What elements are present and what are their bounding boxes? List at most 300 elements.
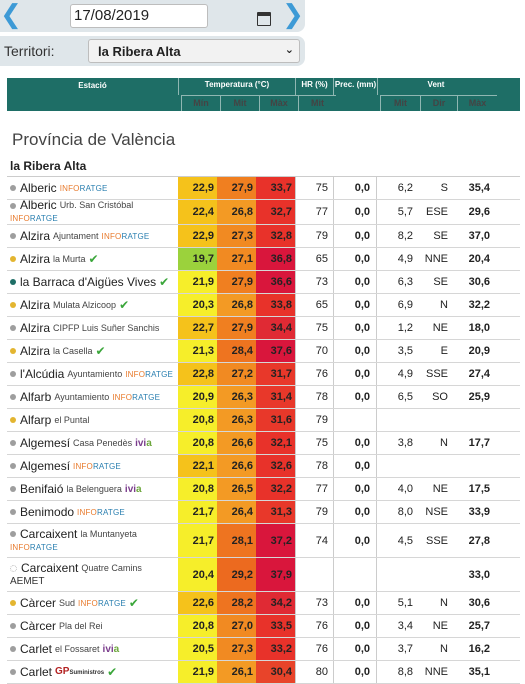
station-row[interactable] [7,638,520,661]
temp-mit-cell: 27,0 [217,615,256,637]
ivia-logo: ivia [124,483,142,495]
station-name[interactable]: Carcaixent [21,560,79,575]
wind-gust-cell: 20,9 [468,345,490,357]
wind-gust-cell: 35,1 [468,666,490,678]
station-cell [7,524,178,557]
station-name[interactable]: Carlet [20,641,53,656]
humidity-cell: 78 [295,386,333,408]
temp-max-cell: 31,4 [256,386,295,408]
station-row[interactable] [7,409,520,432]
station-cell [7,638,178,660]
table-header [7,78,520,111]
temp-mit-cell: 26,8 [217,200,256,224]
temp-max-cell: 31,6 [256,409,295,431]
wind-speed-cell [377,409,417,431]
inforatge-logo: INFORATGE [10,542,58,552]
checkmark-icon: ✔ [88,251,99,266]
temp-max-cell: 32,8 [256,225,295,247]
station-row[interactable] [7,271,520,294]
status-dot-icon [10,302,16,308]
station-name[interactable]: Alzira [20,228,51,243]
station-location: el Puntal [54,414,90,425]
station-cell [7,271,178,293]
date-input[interactable] [70,4,208,28]
temp-min-cell: 20,8 [178,478,217,500]
wind-speed-cell: 8,8 [397,666,413,678]
temp-min-cell: 20,8 [178,432,217,454]
temp-mit-cell: 28,4 [217,340,256,362]
checkmark-icon: ✔ [107,664,118,679]
station-location: la Murta [53,253,86,264]
temp-max-cell: 32,2 [256,478,295,500]
station-name[interactable]: Càrcer [20,618,57,633]
temp-max-cell: 30,4 [256,661,295,683]
station-cell [7,432,178,454]
temp-max-cell: 33,5 [256,615,295,637]
wind-gust-cell: 17,7 [468,437,490,449]
humidity-cell: 65 [295,294,333,316]
station-location: el Fossaret [55,643,100,654]
aemet-source: AEMET [10,575,45,587]
station-cell [7,294,178,316]
wind-direction-cell: NSE [425,506,448,518]
station-name[interactable]: Càrcer [20,595,57,610]
wind-speed-cell: 6,5 [397,391,413,403]
temp-mit-cell: 28,1 [217,524,256,557]
status-dot-icon [10,565,17,572]
temp-min-cell: 19,7 [178,248,217,270]
inforatge-logo: INFORATGE [77,507,125,517]
humidity-cell: 79 [295,409,333,431]
status-dot-icon [10,394,16,400]
station-row[interactable] [7,558,520,592]
wind-direction-cell: SSE [425,534,448,547]
wind-direction-cell: NE [432,322,448,334]
wind-gust-cell: 25,9 [468,391,490,403]
precipitation-cell: 0,0 [333,340,377,362]
station-cell [7,592,178,614]
temp-mit-cell: 26,3 [217,409,256,431]
station-location: Sud [59,597,76,608]
wind-speed-cell: 3,7 [397,643,413,655]
temp-min-cell: 21,9 [178,271,217,293]
wind-direction-cell: NE [432,483,448,495]
station-row[interactable] [7,225,520,248]
temp-mit-cell: 27,9 [217,177,256,199]
date-navigator [0,0,305,32]
inforatge-logo: INFORATGE [101,231,150,241]
station-row[interactable] [7,317,520,340]
status-dot-icon [10,623,16,629]
temp-max-cell: 34,4 [256,317,295,339]
wind-speed-cell [377,455,417,477]
temp-max-cell: 33,8 [256,294,295,316]
temp-min-cell: 21,3 [178,340,217,362]
station-location: Ayuntamiento [67,368,123,379]
humidity-cell: 70 [295,340,333,362]
humidity-cell: 75 [295,177,333,199]
status-dot-icon [10,203,16,209]
inforatge-logo: INFORATGE [10,214,58,223]
precipitation-cell: 0,0 [333,200,377,224]
chevron-right-icon[interactable]: ❯ [282,0,304,30]
station-name[interactable]: Alzira [20,320,51,335]
province-title: Província de València [12,130,176,149]
station-location: Pla del Rei [59,620,103,631]
wind-gust-cell: 27,4 [468,368,490,380]
precipitation-cell: 0,0 [333,592,377,614]
station-row[interactable] [7,455,520,478]
precipitation-cell: 0,0 [333,524,377,557]
temp-max-cell: 36,8 [256,248,295,270]
wind-gust-cell: 27,8 [468,534,490,547]
station-location: CIPFP Luis Suñer Sanchis [53,322,160,333]
temp-mit-cell: 27,3 [217,638,256,660]
station-cell [7,317,178,339]
checkmark-icon: ✔ [159,274,170,289]
station-location: la Muntanyeta [80,528,137,539]
wind-gust-cell: 18,0 [468,322,490,334]
wind-direction-cell [417,558,454,591]
station-row[interactable] [7,478,520,501]
status-dot-icon [10,185,16,191]
precipitation-cell: 0,0 [333,661,377,683]
precipitation-cell [333,409,377,431]
station-row[interactable] [7,340,520,363]
station-cell [7,386,178,408]
temp-mit-cell: 27,9 [217,271,256,293]
station-name[interactable]: Benimodo [20,504,75,519]
temp-min-cell: 22,8 [178,363,217,385]
wind-gust-cell: 33,0 [468,568,490,581]
station-location: la Belenguera [66,483,122,494]
temp-mit-cell: 27,3 [217,225,256,247]
station-cell [7,340,178,362]
status-dot-icon [10,531,16,537]
header-estacio[interactable]: Estació [78,81,107,90]
inforatge-logo: INFORATGE [78,598,126,608]
station-row[interactable] [7,501,520,524]
wind-direction-cell: ESE [425,206,448,218]
temp-mit-cell: 26,4 [217,501,256,523]
status-dot-icon [10,440,16,446]
wind-speed-cell: 1,2 [397,322,413,334]
station-location: Casa Penedès [73,437,133,448]
station-row[interactable] [7,177,520,200]
temp-mit-cell: 29,2 [217,558,256,591]
temp-min-cell: 22,6 [178,592,217,614]
wind-gust-cell: 29,6 [468,206,490,218]
temp-min-cell: 21,7 [178,524,217,557]
humidity-cell: 80 [295,661,333,683]
station-row[interactable] [7,386,520,409]
humidity-cell: 76 [295,363,333,385]
station-location: Quatre Camins [81,562,142,573]
wind-direction-cell: NNE [424,253,448,265]
humidity-cell: 75 [295,317,333,339]
temp-min-cell: 20,9 [178,386,217,408]
wind-speed-cell [377,558,417,591]
station-cell [7,225,178,247]
humidity-cell: 65 [295,248,333,270]
station-location: la Casella [53,345,93,356]
wind-direction-cell: E [440,345,448,357]
temp-min-cell: 22,1 [178,455,217,477]
station-name[interactable]: Alberic [20,180,57,195]
wind-speed-cell: 6,3 [397,276,413,288]
humidity-cell: 79 [295,501,333,523]
station-cell [7,661,178,683]
temp-mit-cell: 27,9 [217,317,256,339]
checkmark-icon: ✔ [128,595,139,610]
wind-gust-cell: 35,4 [468,182,490,194]
station-row[interactable] [7,248,520,271]
inforatge-logo: INFORATGE [59,183,108,193]
humidity-cell: 73 [295,271,333,293]
wind-gust-cell: 20,4 [468,253,490,265]
temp-min-cell: 22,9 [178,225,217,247]
header-vent: Vent [377,78,494,95]
wind-speed-cell: 4,9 [397,253,413,265]
chevron-down-icon: ⌄ [284,43,294,56]
temp-max-cell: 32,7 [256,200,295,224]
status-dot-icon [10,348,16,354]
station-location: Mulata Alzicoop [53,299,117,310]
header-prec[interactable]: Prec. (mm) [333,78,377,95]
precipitation-cell: 0,0 [333,363,377,385]
territory-filter [0,36,305,66]
temp-max-cell: 33,7 [256,177,295,199]
header-vent-mit[interactable]: Mit [380,95,420,111]
wind-speed-cell: 4,5 [397,534,413,547]
status-dot-icon [10,233,16,239]
temp-max-cell: 33,2 [256,638,295,660]
wind-direction-cell: NNE [424,666,448,678]
temp-mit-cell: 28,2 [217,592,256,614]
temp-max-cell: 37,2 [256,524,295,557]
humidity-cell: 78 [295,455,333,477]
temp-mit-cell: 26,6 [217,432,256,454]
wind-speed-cell: 6,2 [397,182,413,194]
temp-min-cell: 22,9 [178,177,217,199]
humidity-cell: 73 [295,592,333,614]
temp-mit-cell: 26,1 [217,661,256,683]
inforatge-logo: INFORATGE [112,392,161,402]
status-dot-icon [10,463,16,469]
station-location: Urb. San Cristóbal [59,200,134,210]
ivia-logo: ivia [102,643,120,655]
station-name[interactable]: Algemesí [20,458,71,473]
humidity-cell: 75 [295,432,333,454]
station-name[interactable]: l'Alcúdia [20,366,65,381]
temp-max-cell: 34,2 [256,592,295,614]
station-cell [7,558,178,591]
header-temp-max[interactable]: Màx [259,95,298,111]
wind-gust-cell: 32,2 [468,299,490,311]
station-row[interactable] [7,615,520,638]
ivia-logo: ivia [135,437,152,449]
station-name[interactable]: Alberic [20,198,57,212]
precipitation-cell: 0,0 [333,501,377,523]
temp-min-cell: 21,7 [178,501,217,523]
precipitation-cell: 0,0 [333,615,377,637]
station-cell [7,248,178,270]
territory-label: Territori: [4,43,55,59]
calendar-icon[interactable] [257,12,271,26]
wind-speed-cell: 8,2 [397,230,413,242]
temp-mit-cell: 26,6 [217,455,256,477]
humidity-cell: 77 [295,200,333,224]
wind-gust-cell: 33,9 [468,506,490,518]
humidity-cell: 79 [295,225,333,247]
temp-min-cell: 22,7 [178,317,217,339]
station-cell [7,615,178,637]
status-dot-icon [10,371,16,377]
status-dot-icon [10,486,16,492]
wind-speed-cell: 8,0 [397,506,413,518]
precipitation-cell [333,558,377,591]
header-temp-mit[interactable]: Mit [220,95,259,111]
wind-direction-cell: SSE [425,368,448,380]
wind-direction-cell: N [440,643,448,655]
temp-min-cell: 22,4 [178,200,217,224]
temp-min-cell: 20,4 [178,558,217,591]
precipitation-cell: 0,0 [333,225,377,247]
wind-direction-cell: N [440,437,448,449]
wind-gust-cell: 30,6 [468,276,490,288]
temp-mit-cell: 27,2 [217,363,256,385]
date-value: 17/08/2019 [74,7,150,24]
humidity-cell: 77 [295,478,333,500]
wind-speed-cell: 5,7 [397,206,413,218]
temp-min-cell: 20,8 [178,615,217,637]
station-name[interactable]: Alzira [20,251,51,266]
header-vent-max[interactable]: Màx [457,95,497,111]
wind-direction-cell: SE [433,276,448,288]
wind-gust-cell [454,409,494,431]
stations-table [7,176,520,684]
humidity-cell: 74 [295,524,333,557]
temp-min-cell: 21,9 [178,661,217,683]
wind-gust-cell: 37,0 [468,230,490,242]
station-cell [7,501,178,523]
wind-direction-cell: SO [432,391,448,403]
header-temp-min[interactable]: Mín [181,95,220,111]
temp-max-cell: 32,1 [256,432,295,454]
status-dot-icon [10,509,16,515]
checkmark-icon: ✔ [95,343,106,358]
region-title: la Ribera Alta [10,159,87,173]
temp-min-cell: 20,5 [178,638,217,660]
precipitation-cell: 0,0 [333,317,377,339]
temp-mit-cell: 26,5 [217,478,256,500]
station-name[interactable]: la Barraca d'Aigües Vives [20,274,157,289]
temp-max-cell: 36,6 [256,271,295,293]
wind-direction-cell: S [440,182,448,194]
station-row[interactable] [7,363,520,386]
wind-direction-cell: N [440,597,448,609]
temp-mit-cell: 27,1 [217,248,256,270]
wind-direction-cell: SE [433,230,448,242]
wind-direction-cell [417,409,454,431]
station-row[interactable] [7,592,520,615]
precipitation-cell: 0,0 [333,432,377,454]
header-temperatura: Temperatura (°C) [178,78,295,95]
station-cell [7,200,178,224]
station-row[interactable] [7,294,520,317]
station-row[interactable] [7,661,520,684]
station-row[interactable] [7,432,520,455]
checkmark-icon: ✔ [119,297,130,312]
temp-max-cell: 32,6 [256,455,295,477]
temp-min-cell: 20,8 [178,409,217,431]
station-name[interactable]: Alzira [20,343,51,358]
header-hr-mit[interactable]: Mit [298,95,336,111]
station-name[interactable]: Benifaió [20,481,64,496]
chevron-left-icon[interactable]: ❮ [0,0,22,30]
precipitation-cell: 0,0 [333,455,377,477]
station-name[interactable]: Carcaixent [20,526,78,541]
temp-max-cell: 31,7 [256,363,295,385]
wind-gust-cell: 25,7 [468,620,490,632]
precipitation-cell: 0,0 [333,271,377,293]
station-location: Ajuntament [53,230,99,241]
wind-gust-cell: 30,6 [468,597,490,609]
precipitation-cell: 0,0 [333,478,377,500]
precipitation-cell: 0,0 [333,177,377,199]
station-row[interactable] [7,524,520,558]
wind-direction-cell: NE [432,620,448,632]
status-dot-icon [10,325,16,331]
status-dot-icon [10,669,16,675]
temp-max-cell: 37,6 [256,340,295,362]
header-vent-dir[interactable]: Dir [420,95,457,111]
station-name[interactable]: Alfarp [20,412,52,427]
status-dot-icon [10,600,16,606]
gp-suministros-logo: GPSuministros [55,665,105,677]
station-name[interactable]: Algemesí [20,435,71,450]
status-dot-icon [10,646,16,652]
wind-speed-cell: 6,9 [397,299,413,311]
status-dot-icon [10,279,16,285]
inforatge-logo: INFORATGE [125,369,174,379]
header-hr: HR (%) [295,78,333,95]
station-name[interactable]: Carlet [20,664,53,679]
station-cell [7,409,178,431]
territory-select[interactable] [88,39,300,63]
wind-speed-cell: 4,0 [397,483,413,495]
wind-speed-cell: 3,8 [397,437,413,449]
precipitation-cell: 0,0 [333,386,377,408]
humidity-cell: 76 [295,638,333,660]
territory-selected-value: la Ribera Alta [98,44,181,59]
station-cell [7,363,178,385]
station-name[interactable]: Alfarb [20,389,52,404]
station-name[interactable]: Alzira [20,297,51,312]
status-dot-icon [10,256,16,262]
temp-max-cell: 31,3 [256,501,295,523]
wind-direction-cell: N [440,299,448,311]
wind-speed-cell: 3,4 [397,620,413,632]
station-cell [7,478,178,500]
wind-speed-cell: 4,9 [397,368,413,380]
precipitation-cell: 0,0 [333,248,377,270]
station-row[interactable] [7,200,520,225]
wind-speed-cell: 5,1 [397,597,413,609]
temp-max-cell: 37,9 [256,558,295,591]
temp-mit-cell: 26,8 [217,294,256,316]
wind-direction-cell [417,455,454,477]
